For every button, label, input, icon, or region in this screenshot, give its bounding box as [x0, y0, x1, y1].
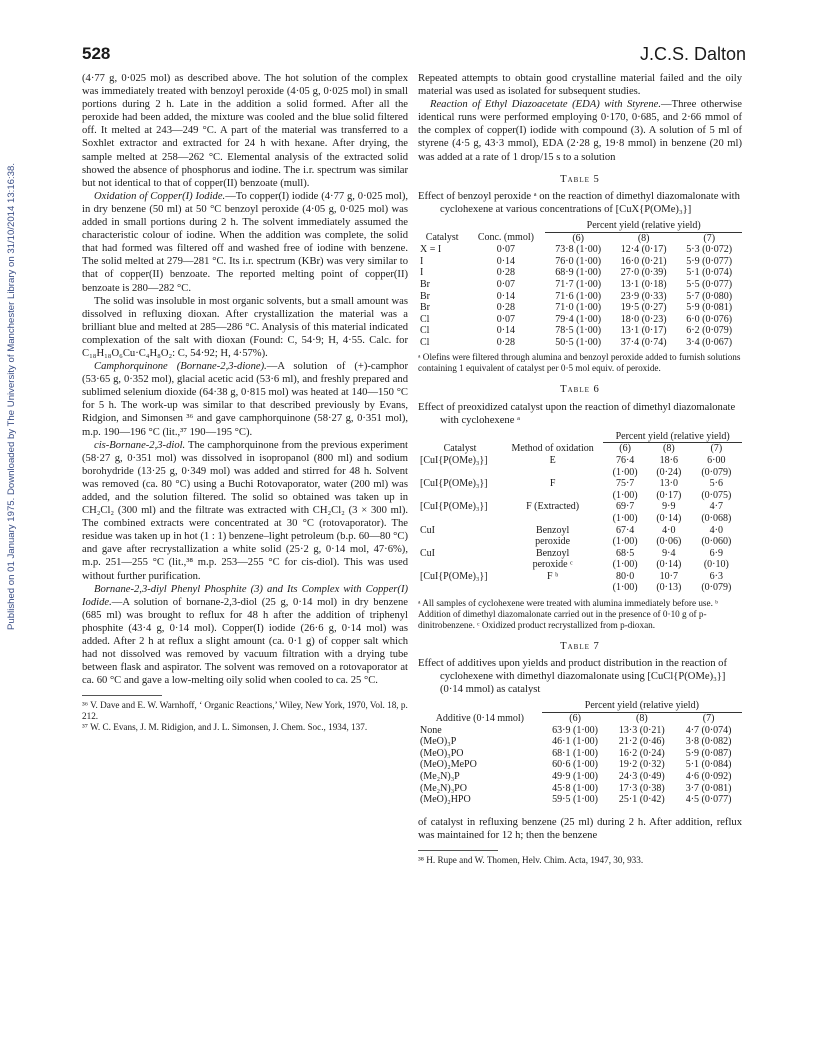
table-cell: 9·4 — [662, 547, 676, 559]
table-cell: 6·2 (0·079) — [686, 325, 733, 337]
section-heading: Oxidation of Copper(I) Iodide. — [94, 190, 226, 202]
table-row — [418, 725, 742, 737]
table-cell: 0·07 — [496, 313, 516, 325]
table-cell: 46·1 (1·00) — [552, 736, 598, 748]
table-row — [418, 771, 742, 783]
table-cell: 4·0 — [662, 524, 676, 536]
table-cell: (0·24) — [656, 466, 682, 478]
reference: ³⁶ V. Dave and E. W. Warnhoff, ‘ Organic Reactions,’ Wiley, New York, 1970, Vol. 18, p. 212. — [82, 700, 408, 722]
paragraph: of catalyst in refluxing benzene (25 ml) during 2 h. After addition, reflux was maintained for 12 h; then the benzene — [418, 816, 742, 841]
download-watermark: Published on 01 January 1975. Downloaded by The University of Manchester Library on 31/10/2014 13:16:38. — [6, 162, 17, 630]
table-cell: 45·8 (1·00) — [552, 782, 598, 794]
table-7-caption: Effect of additives upon yields and product distribution in the reaction of cyclohexene with dimethyl diazomalonate using [CuCl{P(OMe)₃}] (0·14 mmol) as catalyst — [418, 658, 728, 696]
table-cell: (0·14) — [656, 512, 682, 524]
table-cell: None — [420, 724, 442, 736]
table-cell: 19·5 (0·27) — [620, 302, 667, 314]
table-row — [418, 256, 742, 268]
table-cell: 60·6 (1·00) — [552, 759, 598, 771]
table-cell — [502, 582, 603, 594]
table-cell: (MeO)₃P — [420, 736, 457, 748]
table-cell: (0·06) — [656, 536, 682, 548]
table-cell: 67·4 — [615, 524, 635, 536]
table-header: (8) — [662, 443, 675, 455]
table-cell: (Me₂N)₃PO — [420, 782, 467, 794]
table-cell — [418, 513, 502, 525]
table-cell: 5·1 (0·084) — [685, 759, 732, 771]
table-5-body — [418, 244, 742, 348]
table-cell: [CuI{P(OMe)₃}] — [420, 570, 488, 582]
table-cell: 23·9 (0·33) — [620, 290, 667, 302]
table-cell: 0·07 — [496, 244, 516, 256]
table-6-body — [418, 455, 742, 594]
table-row — [418, 559, 742, 571]
table-cell: 71·7 (1·00) — [555, 278, 602, 290]
table-cell: 25·1 (0·42) — [618, 794, 665, 806]
table-cell: 6·3 — [709, 570, 724, 582]
table-cell: 69·7 — [615, 501, 635, 513]
table-cell: 78·5 (1·00) — [555, 325, 602, 337]
table-cell: 79·4 (1·00) — [555, 313, 602, 325]
table-cell — [418, 467, 502, 479]
table-cell: (1·00) — [612, 559, 638, 571]
table-cell: Br — [420, 302, 430, 314]
table-row — [418, 244, 742, 256]
table-header: (7) — [710, 443, 723, 455]
table-cell: 13·1 (0·17) — [620, 325, 667, 337]
table-row — [418, 455, 742, 467]
table-cell: 16·0 (0·21) — [620, 255, 667, 267]
table-cell: (0·060) — [701, 536, 732, 548]
table-cell: 0·14 — [496, 290, 516, 302]
table-cell: (Me₂N)₃P — [420, 771, 460, 782]
table-row — [418, 536, 742, 548]
table-cell: 76·0 (1·00) — [555, 255, 602, 267]
table-row — [418, 783, 742, 795]
table-cell: peroxide — [535, 536, 571, 548]
table-cell: Cl — [420, 325, 430, 337]
table-cell: (MeO)₂HPO — [420, 794, 471, 806]
table-cell: 5·5 (0·077) — [686, 278, 733, 290]
table-header: Percent yield (relative yield) — [542, 700, 742, 712]
reference: ³⁸ H. Rupe and W. Thomen, Helv. Chim. Acta, 1947, 30, 933. — [418, 854, 644, 865]
table-cell: (0·13) — [656, 582, 682, 594]
table-cell: 21·2 (0·46) — [618, 736, 665, 748]
paragraph: The solid was insoluble in most organic solvents, but a small amount was dissolved in refluxing dioxan. After crystallization the material was a brilliant blue and melted at 285—286 °C. Analysis of this material indicated complexation of the salt with dioxan (Found: C, 54·9; H, 4·55. Calc. for C₁₈H₁₈O₆Cu·C₄H₈O₂: C, 54·92; H, 4·57%). — [82, 295, 408, 359]
table-6-title: Table 6 — [560, 384, 600, 396]
table-cell: Benzoyl — [535, 547, 570, 559]
table-cell: 13·3 (0·21) — [618, 724, 665, 736]
table-cell: 4·5 (0·077) — [685, 794, 732, 806]
paragraph: (4·77 g, 0·025 mol) as described above. The hot solution of the complex was immediately treated with benzoyl peroxide (4·05 g, 0·025 mol) in small portions during 2 h. Late in the addition a solid formed. After all the peroxide had been added, the mixture was cooled and the blue solid filtered off. It melted at 243—249 °C. A part of the material was transferred to a Soxhlet extractor and extracted for 24 h with hexane. After drying, the sample melted at 258—262 °C. Elemental analysis of the extracted solid showed the absence of phosphorus and iodine. The i.r. spectrum was similar but not identical to that of copper(II) benzoate (mull). — [82, 73, 408, 189]
table-row — [418, 582, 742, 594]
table-cell: 18·6 — [659, 454, 678, 466]
section-heading: Camphorquinone (Bornane-2,3-dione). — [94, 361, 267, 373]
table-cell: (1·00) — [612, 582, 638, 594]
table-cell: X = I — [420, 244, 442, 256]
table-header: (6) — [619, 443, 631, 455]
table-row — [418, 794, 742, 806]
table-cell: 6·00 — [707, 454, 726, 466]
table-cell: 3·4 (0·067) — [686, 336, 733, 348]
table-cell: 68·1 (1·00) — [552, 747, 598, 759]
reference: ³⁷ W. C. Evans, J. M. Ridigion, and J. L. Simonsen, J. Chem. Soc., 1934, 137. — [82, 722, 368, 733]
table-cell: CuI — [420, 524, 435, 536]
table-cell: Br — [420, 278, 430, 290]
journal-name: J.C.S. Dalton — [640, 44, 747, 64]
table-cell — [502, 490, 603, 502]
table-cell: 68·5 — [615, 547, 635, 559]
section-heading: cis-Bornane-2,3-diol. — [94, 439, 186, 451]
table-cell: 59·5 (1·00) — [552, 794, 598, 806]
footnote-divider — [418, 850, 498, 851]
table-cell: 0·14 — [496, 325, 516, 337]
table-cell: I — [420, 255, 424, 267]
table-cell: 68·9 (1·00) — [555, 267, 602, 279]
table-cell: 16·2 (0·24) — [618, 747, 665, 759]
table-cell: 76·4 — [615, 454, 635, 466]
table-cell: 12·4 (0·17) — [620, 244, 667, 256]
section-heading: Reaction of Ethyl Diazoacetate (EDA) with Styrene. — [430, 99, 662, 111]
paragraph: cis-Bornane-2,3-diol. The camphorquinone from the previous experiment (58·27 g, 0·351 mol) was dissolved in isopropanol (800 ml) and sodium borohydride (13·25 g, 0·349 mol) was added and stirred for 48 h. Solvent was removed (ca. 80 °C) using a Buchi Rotovaporator, water (200 ml) was added, and the solution filtered. The solid so obtained was taken up in CH₂Cl₂ (300 ml) and the filtrate was extracted with CH₂Cl₂ (3 × 300 ml). The combined extracts were concentrated at 30 °C (rotovaporator). The residue was taken up in hot (1 : 1) benzene–light petroleum (b.p. 60—80 °C) and gave after recrystallization a white solid (25·2 g, 0·14 mol, 47·6%), m.p. 251—255 °C (lit.,³⁸ m.p. 253—255 °C for cis-diol). This was used without further purification. — [82, 439, 408, 582]
table-cell: 80·0 — [615, 570, 635, 582]
table-header: Catalyst — [425, 232, 459, 244]
table-cell: (0·079) — [701, 582, 732, 594]
table-cell: 75·7 — [615, 478, 635, 490]
table-header: (8) — [637, 232, 650, 244]
table-row — [418, 525, 742, 537]
table-cell: 17·3 (0·38) — [618, 782, 665, 794]
table-cell: 4·0 — [709, 524, 724, 536]
table-cell: (MeO)₂MePO — [420, 759, 477, 771]
table-row — [418, 748, 742, 760]
table-cell: Cl — [420, 336, 430, 348]
table-header: (6) — [569, 713, 581, 725]
table-cell: 63·9 (1·00) — [552, 724, 598, 736]
table-7 — [418, 700, 742, 805]
table-cell: 5·9 (0·081) — [686, 302, 733, 314]
table-cell: CuI — [420, 547, 435, 559]
table-cell: 0·28 — [496, 267, 516, 279]
table-cell: 13·0 — [659, 478, 678, 490]
table-cell: 13·1 (0·18) — [620, 278, 667, 290]
table-cell: Benzoyl — [535, 524, 570, 536]
table-row — [418, 325, 742, 337]
table-cell: [CuI{P(OMe)₃}] — [420, 478, 488, 490]
table-row — [418, 291, 742, 303]
table-header: (6) — [572, 232, 584, 244]
table-row — [418, 736, 742, 748]
table-header: Percent yield (relative yield) — [603, 431, 742, 443]
table-cell: 10·7 — [659, 570, 678, 582]
table-cell: (0·079) — [701, 466, 732, 478]
table-row — [418, 490, 742, 502]
table-cell: 5·9 (0·087) — [685, 747, 732, 759]
table-header: Additive (0·14 mmol) — [435, 712, 525, 724]
table-cell: 5·6 — [709, 478, 724, 490]
table-cell: (0·10) — [703, 559, 729, 571]
table-cell: 3·7 (0·081) — [685, 782, 732, 794]
table-cell: Br — [420, 290, 430, 302]
table-row — [418, 513, 742, 525]
table-header: Method of oxidation — [511, 442, 594, 454]
table-cell: 49·9 (1·00) — [552, 771, 598, 782]
table-row — [418, 337, 742, 349]
table-cell: 4·7 — [709, 501, 724, 513]
table-cell: [CuI{P(OMe)₃}] — [420, 454, 488, 466]
table-cell: 4·6 (0·092) — [685, 771, 732, 782]
table-5 — [418, 220, 742, 349]
table-cell: 5·7 (0·080) — [686, 290, 733, 302]
table-cell: [CuI{P(OMe)₃}] — [420, 501, 488, 513]
table-7-title: Table 7 — [560, 641, 600, 653]
table-cell: 0·28 — [496, 302, 516, 314]
table-header: Conc. (mmol) — [477, 232, 534, 244]
table-row — [418, 548, 742, 560]
table-row — [418, 314, 742, 326]
table-cell: 9·9 — [662, 501, 676, 513]
table-cell — [418, 490, 502, 502]
table-cell: I — [420, 267, 424, 279]
table-cell: (0·075) — [701, 489, 732, 501]
table-5-caption: Effect of benzoyl peroxide ᵃ on the reaction of dimethyl diazomalonate with cyclohexene at various concentrations of [CuX{P(OMe)₃}] — [418, 190, 740, 215]
table-cell — [502, 467, 603, 479]
page-number: 528 — [82, 44, 111, 63]
table-row — [418, 759, 742, 771]
table-cell: 0·28 — [496, 336, 516, 348]
footnote-divider — [82, 695, 162, 696]
table-cell: (1·00) — [612, 512, 638, 524]
table-cell: 19·2 (0·32) — [618, 759, 665, 771]
table-row — [418, 267, 742, 279]
table-cell: F ᵇ — [547, 570, 559, 582]
table-cell: (0·068) — [701, 512, 732, 524]
table-cell: (0·14) — [656, 559, 682, 571]
table-cell: 18·0 (0·23) — [620, 313, 667, 325]
table-cell: (1·00) — [612, 489, 638, 501]
table-cell: 3·8 (0·082) — [685, 736, 732, 748]
table-cell: 71·6 (1·00) — [555, 290, 602, 302]
table-cell: F (Extracted) — [526, 501, 580, 513]
table-cell: 0·07 — [496, 278, 516, 290]
table-header: (8) — [635, 713, 648, 725]
table-cell: 5·3 (0·072) — [686, 244, 733, 256]
table-row — [418, 478, 742, 490]
right-column — [418, 72, 742, 866]
paragraph: Reaction of Ethyl Diazoacetate (EDA) with Styrene.—Three otherwise identical runs were performed employing 0·170, 0·685, and 2·66 mmol of the complex of copper(I) iodide with compound (3). A solution of 5 ml of styrene (4·5 g, 43·3 mmol), EDA (2·28 g, 19·8 mmol) in benzene (20 ml) was added at a rate of 1 drop/15 s to a solution — [418, 99, 742, 163]
table-header: Catalyst — [443, 442, 477, 454]
table-5-title: Table 5 — [560, 173, 600, 185]
table-cell: 4·7 (0·074) — [685, 724, 732, 736]
table-6-caption: Effect of preoxidized catalyst upon the reaction of dimethyl diazomalonate with cyclohexene ᵃ — [418, 401, 736, 426]
table-cell: 6·0 (0·076) — [686, 313, 733, 325]
table-cell: 0·14 — [496, 255, 516, 267]
table-cell: (0·17) — [656, 489, 682, 501]
table-cell: (1·00) — [612, 466, 638, 478]
table-cell: F — [549, 478, 556, 490]
table-header: (7) — [702, 713, 715, 725]
table-cell: 71·0 (1·00) — [555, 302, 602, 314]
table-cell — [418, 582, 502, 594]
section-heading: Bornane-2,3-diyl Phenyl Phosphite (3) and Its Complex with Copper(I) Iodide. — [82, 583, 408, 608]
paragraph: Camphorquinone (Bornane-2,3-dione).—A solution of (+)-camphor (53·65 g, 0·352 mol), glacial acetic acid (53·6 ml), and freshly prepared and sublimed selenium dioxide (64·38 g, 0·815 mol) was heated at 140—150 °C for 5 h. The work-up was similar to that described previously by Evans, Ridgion, and Simonsen ³⁶ and gave camphorquinone (58·27 g, 0·351 mol), m.p. 190—196 °C (lit.,³⁷ 190—195 °C). — [82, 361, 408, 438]
table-cell: Cl — [420, 313, 430, 325]
table-row — [418, 571, 742, 583]
table-cell — [502, 513, 603, 525]
table-cell: 27·0 (0·39) — [620, 267, 667, 279]
table-header: (7) — [703, 232, 716, 244]
table-row — [418, 279, 742, 291]
table-cell: 73·8 (1·00) — [555, 244, 602, 256]
table-cell: 5·9 (0·077) — [686, 255, 733, 267]
table-cell: 50·5 (1·00) — [555, 336, 602, 348]
table-cell: 5·1 (0·074) — [686, 267, 733, 279]
table-6-footnote: ᵃ All samples of cyclohexene were treated with alumina immediately before use. ᵇ Addition of dimethyl diazomalonate carried out in the presence of 0·10 g of p-dinitrobenzene. ᶜ Oxidized product recrystallized from p-dioxan. — [418, 598, 719, 631]
table-header: Percent yield (relative yield) — [545, 220, 742, 232]
table-5-footnote: ᵃ Olefins were filtered through alumina and benzoyl peroxide added to furnish solutions containing 1 equivalent of catalyst per 0·5 mol equiv. of peroxide. — [418, 352, 741, 374]
table-6 — [418, 431, 742, 594]
table-row — [418, 467, 742, 479]
table-cell: E — [549, 454, 556, 466]
table-7-body — [418, 725, 742, 806]
paragraph: Oxidation of Copper(I) Iodide.—To copper(I) iodide (4·77 g, 0·025 mol), in dry benzene (50 ml) at 50 °C benzoyl peroxide (4·05 g, 0·025 mol) was added in small portions during 2 h. The solvent immediately assumed the characteristic colour of iodine. When the addition was complete, the solid that had formed was filtered off and washed free of iodine with benzene. The solid melted at 279—281 °C. Its i.r. spectrum (KBr) was very similar to that of copper(II) benzoate. The reported melting point of copper(II) benzoate is 280—282 °C. — [82, 190, 408, 294]
table-row — [418, 302, 742, 314]
table-cell — [418, 536, 502, 548]
table-cell: (MeO)₃PO — [420, 747, 464, 759]
left-column — [82, 72, 408, 733]
table-row — [418, 501, 742, 513]
table-cell: (1·00) — [612, 536, 638, 548]
table-cell: 24·3 (0·49) — [618, 771, 665, 782]
table-cell: 37·4 (0·74) — [620, 336, 667, 348]
table-cell: 6·9 — [709, 547, 724, 559]
paragraph: Bornane-2,3-diyl Phenyl Phosphite (3) and Its Complex with Copper(I) Iodide.—A solution of bornane-2,3-diol (25 g, 0·14 mol) in dry benzene (685 ml) was brought to reflux for 48 h after the addition of triphenyl phosphite (43·4 g, 0·14 mol). Copper(I) iodide (26·6 g, 0·14 mol) was added. After 2 h at reflux a slight amount (ca. 0·1 g) of copper salt which had not dissolved was removed by vacuum filtration with a drying tube between flask and aspirator. The solvent was removed on a rotovaporator at ca. 60 °C and gave a low-melting oily solid when cooled to ca. 25 °C. — [82, 583, 408, 687]
table-cell: peroxide ᶜ — [532, 559, 573, 571]
table-cell — [418, 559, 502, 571]
paragraph: Repeated attempts to obtain good crystalline material failed and the oily material was used as isolated for subsequent studies. — [418, 73, 742, 98]
